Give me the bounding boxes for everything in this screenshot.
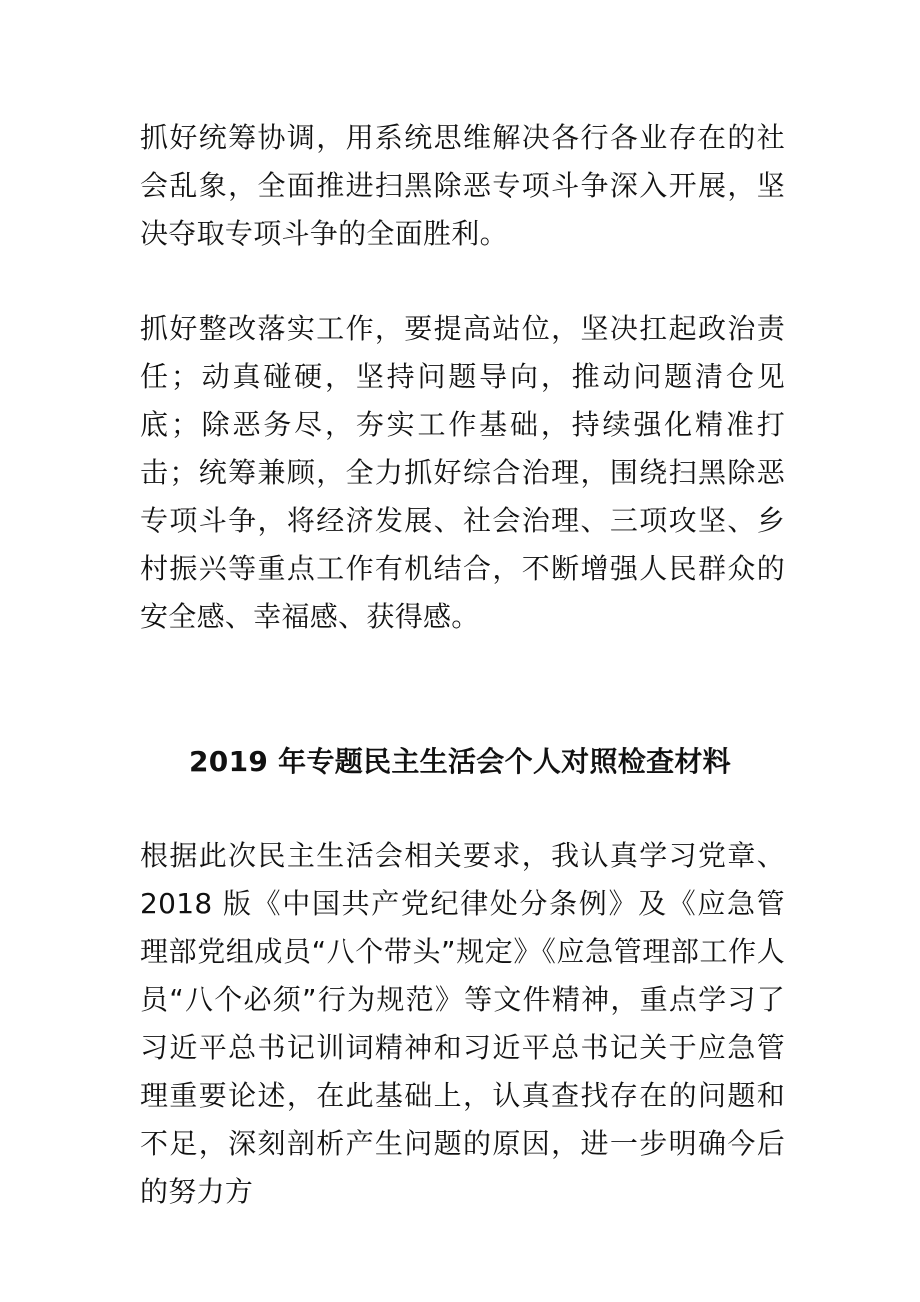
section-title: 2019 年专题民主生活会个人对照检查材料 bbox=[189, 745, 731, 778]
paragraph-rectification-work: 抓好整改落实工作，要提高站位，坚决扛起政治责任；动真碰硬，坚持问题导向，推动问题清仓见底；除恶务尽，夯实工作基础，持续强化精准打击；统筹兼顾，全力抓好综合治理，围绕扫黑除恶专项斗争，将经济发展、社会治理、三项攻坚、乡村振兴等重点工作有机结合，不断增强人民群众的安全感、幸福感、获得感。 bbox=[140, 312, 785, 633]
paragraph-integrated-coordination: 抓好统筹协调，用系统思维解决各行各业存在的社会乱象，全面推进扫黑除恶专项斗争深入开展，坚决夺取专项斗争的全面胜利。 bbox=[140, 121, 785, 250]
paragraph-study-and-review: 根据此次民主生活会相关要求，我认真学习党章、2018 版《中国共产党纪律处分条例》及《应急管理部党组成员“八个带头”规定》《应急管理部工作人员“八个必须”行为规范》等文件精神，重点学习了习近平总书记训词精神和习近平总书记关于应急管理重要论述，在此基础上，认真查找存在的问题和不足，深刻剖析产生问题的原因，进一步明确今后的努力方 bbox=[140, 839, 785, 1208]
